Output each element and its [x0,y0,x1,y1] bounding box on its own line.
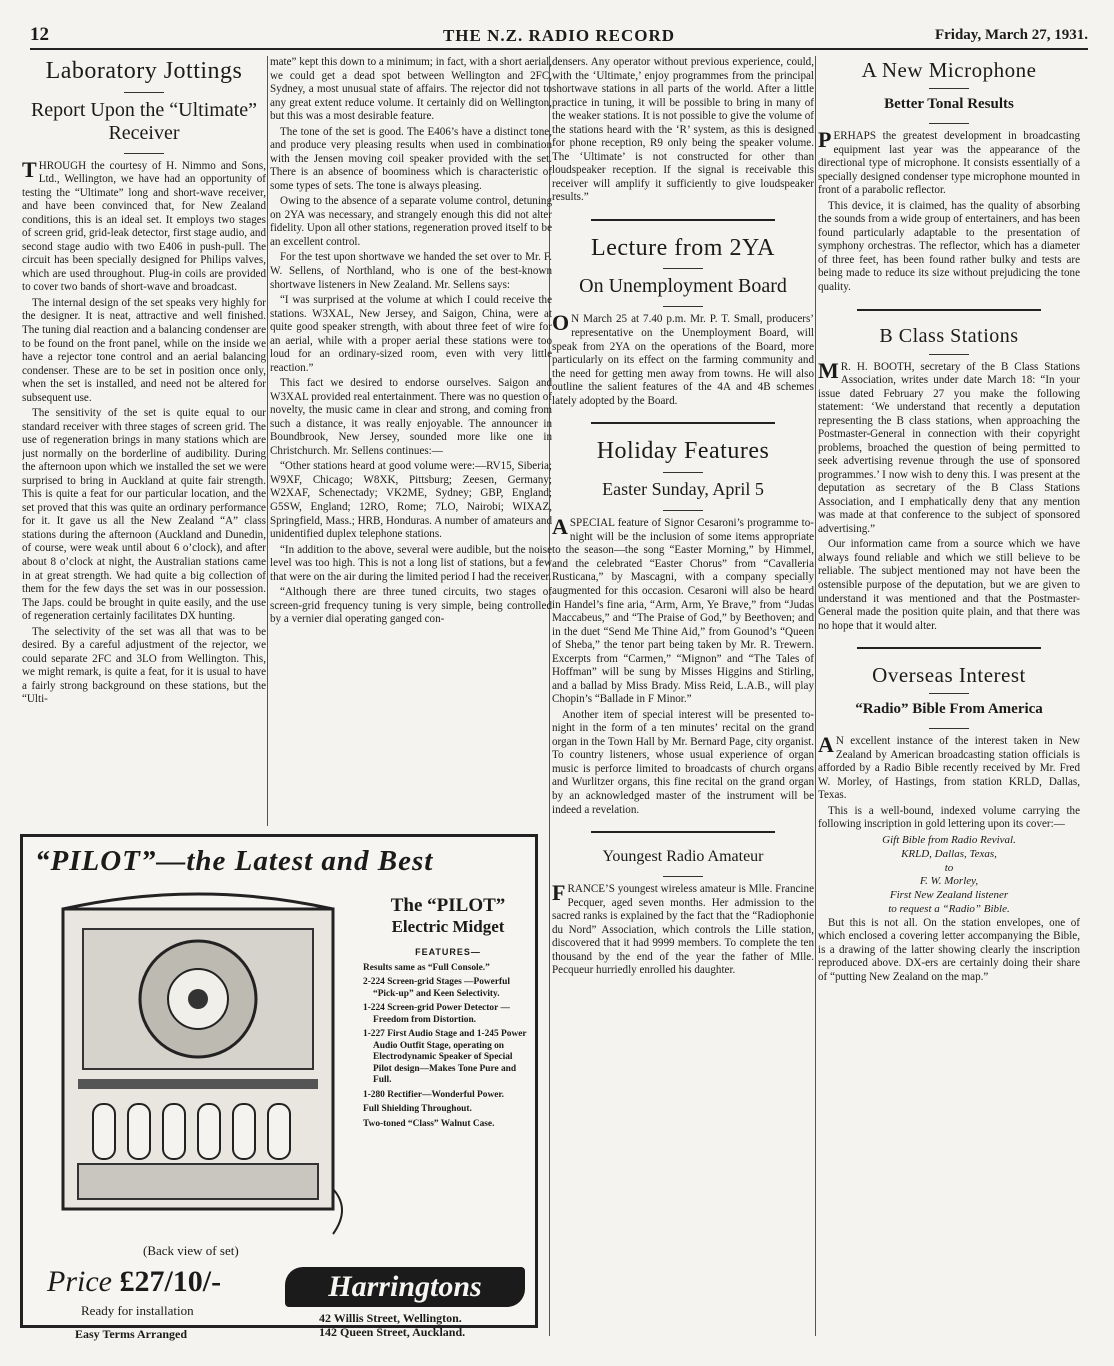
article-heading: B Class Stations [879,324,1019,347]
inscription-line: to request a “Radio” Bible. [888,902,1010,915]
paragraph: For the test upon shortwave we handed the set over to Mr. F. W. Sellens, of Northland, who is one of the best-known shortwave listeners in New Zealand. Mr. Sellens says: [270,251,552,291]
feature-item: 1-227 First Audio Stage and 1-245 Power Audio Outfit Stage, operating on Electrodynamic Speaker of Special Pilot design—Makes Tone Pure and Full. [363,1029,527,1086]
drop-cap: A [818,732,834,758]
valve [128,1104,150,1159]
rule [124,92,164,93]
article-subheading: Better Tonal Results [884,96,1014,113]
article-heading: Youngest Radio Amateur [602,848,764,866]
rule [663,472,703,473]
drop-cap: O [552,310,570,336]
chassis-plate [78,1079,318,1089]
inscription-line: KRLD, Dallas, Texas, [901,847,997,860]
feature-item: Results same as “Full Console.” [363,963,490,973]
column-4 [818,56,1080,1326]
paragraph: FRANCE’S youngest wireless amateur is Mlle. Francine Pecquer, aged seven months. Her admission to the sacred ranks is explained by the fact that the “Radiophonie du Nord” Association, which controls the Lille station, discovered that it had 9999 members. To complete the ten thousand by the end of the year the father of Mlle. Pecqueur hurriedly enrolled his daughter. [552,880,814,977]
harringtons-logo: Harringtons [285,1267,525,1307]
paragraph: The tone of the set is good. The E406’s have a distinct tone, and produce very pleasing results when used in combination with the Jensen moving coil speaker provided with the set. There is an absence of boominess which is characteristic of some types of sets. The tone is always pleasing. [270,125,552,192]
paragraph: mate” kept this down to a minimum; in fact, with a short aerial, we could get a dead spot between Wellington and 2FC, Sydney, a most unusual state of affairs. The rejector did not to any great extent reduce volume. It certainly did on Wellington, but this was a most desirable feature. [270,56,552,123]
paragraph: This device, it is claimed, has the quality of absorbing the sounds from a wide group of entertainers, and has been found particularly adaptable to the presentation of symphony orchestras. The reflector, which has a diameter of three feet, has been found rather bulky and tests are being made to reduce its size without prejudicing the tone quality. [818,199,1080,293]
article-heading: Laboratory Jottings [45,58,243,84]
address-line: 42 Willis Street, Wellington. [319,1311,462,1325]
article-subheading: Report Upon the “Ultimate” Receiver [30,98,258,144]
section-divider [591,422,774,424]
advert-banner: “PILOT”—the Latest and Best [35,845,434,877]
paragraph: THROUGH the courtesy of H. Nimmo and Sons, Ltd., Wellington, we have had an opportunity of testing the “Ultimate” long and short-wave receiver, and have been convinced that, for New Zealand conditions, this is an ideal set. It employs two stages of screen grid, grid-leak detector, first stage audio, and second stage audio with two E406 in push-pull. The circuit has been specially designed for Philips valves, which are used throughout. Plug-in coils are provided to cover two bands of short-wave and broadcast. [22,156,266,294]
page-header [30,24,1088,50]
rule [929,728,969,729]
rule [663,268,703,269]
radio-set-illustration [33,889,363,1239]
column-2 [270,56,552,826]
article-heading: Holiday Features [596,438,770,465]
ready-note: Ready for installation [81,1303,194,1318]
drop-cap: A [552,514,568,540]
rule [663,510,703,511]
address-line: 142 Queen Street, Auckland. [319,1325,466,1340]
image-caption: (Back view of set) [143,1243,239,1258]
paragraph: Owing to the absence of a separate volume control, detuning on 2YA was necessary, and strangely enough this did not alter fidelity. Upon all other stations, regeneration proved itself to be an excellent control. [270,195,552,248]
paragraph: O N March 25 at 7.40 p.m. Mr. P. T. Small, producers’ representative on the Unemployment Board, will speak from 2YA on the operations of the Board, more particularly on its effect on the farming community and the need for getting men away from towns. He will also outline the salient features of the 4A and 4B schemes lately adopted by the Board. [552,310,814,407]
column-1 [22,56,266,826]
paragraph: Another item of special interest will be presented to-night in the form of a ten minutes’ recital on the grand organ in the Town Hall by Mr. Bernard Page, city organist. To country listeners, whose usual experience of organ music is perforce limited to broadcasts of church organs and Wurlitzer organs, this fine recital on the grand organ by an acknowledged master of the instrument will be indeed a revelation. [552,708,814,816]
paragraph: “I was surprised at the volume at which I could receive the stations. W3XAL, New Jersey, and Saigon, China, were at quite good speaker strength, with about three feet of wire for an aerial, while with a proper aerial these stations were too loud for an ordinary-sized room, even with very little reaction.” [270,294,552,374]
pilot-advertisement [20,834,538,1341]
column-3 [552,56,814,1326]
paragraph: densers. Any operator without previous experience, could, with the ‘Ultimate,’ enjoy programmes from the principal shortwave stations in all parts of the world. After a little practice in tuning, it will be possible to bring in many of the weaker stations. It is not possible to give the volume of the stations heard with the ‘R’ system, as this is designed for phone reception, R9 only being the speaker volume. The ‘Ultimate’ is not constructed for other than loudspeaker reception. If the signal is receivable this receiver will amplify it sufficiently to give loudspeaker results.” [552,56,814,204]
article-heading: Overseas Interest [872,663,1026,688]
page-number: 12 [30,24,49,45]
inscription-line: F. W. Morley, [919,875,979,888]
valve [198,1104,220,1159]
chassis-base [78,1164,318,1199]
terms-note: Easy Terms Arranged [75,1327,188,1341]
feature-item: 2-224 Screen-grid Stages —Powerful “Pick-up” and Keen Selectivity. [363,977,510,999]
section-divider [857,309,1040,311]
section-divider [591,831,774,833]
valve [268,1104,290,1159]
article-heading: Lecture from 2YA [591,234,775,261]
speaker-dust-cap [188,989,208,1009]
drop-cap: P [818,127,832,153]
product-model: Electric Midget [391,917,505,936]
rule [124,153,164,154]
cabinet-top [63,894,333,909]
drop-cap: M [818,357,839,383]
paragraph: “Other stations heard at good volume were:—RV15, Siberia; W9XF, Chicago; W8XK, Pittsburg; Zeesen, Germany; W2XAF, Schenectady; VK2ME, Sydney; GBP, England; G5SW, England; 12RO, Rome; 7LO, Nairobi; WIXAZ, Springfield, Mass.; HRB, Honduras. A number of amateurs and unidentified duplex telephone stations. [270,460,552,541]
feature-item: Two-toned “Class” Walnut Case. [363,1118,495,1129]
drop-cap: F [552,880,566,906]
paragraph: Our information came from a source which we have always found reliable and which we still believe to be reliable. The subject mentioned may not have been the ostensible purpose of the deputation, but we are given to understand it was mentioned and that the Postmaster-General made the position quite plain, and that there was no hope that it would alter. [818,538,1080,632]
paragraph: M R. H. BOOTH, secretary of the B Class Stations Association, writes under date March 18: “In your issue dated February 27 you make the following statement: ‘We understand that recently a deputation representing the B class stations, when approaching the Postmaster-General in connection with their copyright problems, broached the question of being permitted to seek advertising revenue through the use of sponsored programmes.’ I now wish to deny this. I was present at the deputation as secretary of the B Class Stations Association, and I emphatically deny that any mention was made at that conference to the subject of sponsored advertising.” [818,357,1080,535]
inscription-line: First New Zealand listener [889,889,1009,901]
valve [93,1104,115,1159]
column-rule [267,56,268,826]
paragraph: A N excellent instance of the interest taken in New Zealand by American broadcasting station officials is afforded by a Radio Bible recently received by Mr. Fred W. Morley, of Hastings, from station KRLD, Dallas, Texas. [818,732,1080,802]
section-divider [857,647,1040,649]
rule [929,88,969,89]
article-heading: A New Microphone [861,58,1037,82]
rule [929,354,969,355]
feature-item: 1-280 Rectifier—Wonderful Power. [363,1089,505,1100]
price: Price £27/10/- [47,1265,222,1298]
inscription-line: Gift Bible from Radio Revival. [882,834,1016,846]
feature-item: 1-224 Screen-grid Power Detector — Freedom from Distortion. [363,1003,510,1025]
rule [929,693,969,694]
advert-features [363,895,533,1133]
rule [663,306,703,307]
issue-date: Friday, March 27, 1931. [934,27,1088,43]
paragraph: This fact we desired to endorse ourselves. Saigon and W3XAL provided real entertainment. There was no question of novelty, the music came in clear and strong, and coming from such a distance, it was really enjoyable. The announcer in Boundbrook, New Jersey, sounded more like one in Christchurch. Mr. Sellens continues:— [270,377,552,457]
paragraph: “Although there are three tuned circuits, two stages of screen-grid frequency tuning is very simple, being controlled by a vernier dial operating ganged con- [270,586,552,626]
paragraph: The sensitivity of the set is quite equal to our standard receiver with three stages of screen grid. The use of regeneration brings in many stations which are just normally on the borderline of audibility. During the afternoon upon which we installed the set we were surprised to bring in Auckland at quite fair strength. This is quite a feat for our particular location, and the set proved that this was quite an ordinary performance for it. It gave us all the New Zealand “A” class stations during the afternoon (Auckland and Dunedin, of course, were weak until about 6 o’clock), and after about 8 o’clock at night, the Australian stations came in at great strength. We had quite a big collection of them for the few days the set was in our possession. The Japs. could be brought in quite easily, and the use of regeneration certainly facilitates DX hunting. [22,407,266,623]
feature-list [363,963,533,1130]
valve [163,1104,185,1159]
rule [663,876,703,877]
paragraph: The selectivity of the set was all that was to be desired. By a careful adjustment of the rejector, we could separate 2FC and 3LO from Wellington. This, we might remark, is quite a feat, for it is usual to have a fairly strong background on these stations, but the “Ulti- [22,625,266,706]
paragraph: “In addition to the above, several were audible, but the noise level was too high. This is not a long list of stations, but a few that were on the air during the limited period I had the receiver. [270,543,552,583]
paragraph: This is a well-bound, indexed volume carrying the following inscription in gold lettering upon its cover:— [818,804,1080,831]
store-addresses [319,1311,465,1340]
product-name: The “PILOT” [390,895,506,916]
inscription-line: to [944,861,954,874]
publication-title: THE N.Z. RADIO RECORD [442,26,676,45]
article-subheading: “Radio” Bible From America [855,701,1043,718]
rule [929,123,969,124]
paragraph: PERHAPS the greatest development in broadcasting equipment last year was the appearance of the directional type of microphone. It consists essentially of a specially designed condenser type microphone mounted in front of a parabolic reflector. [818,127,1080,197]
paragraph: But this is not all. On the station envelopes, one of which enclosed a covering letter accompanying the Bible, is a drawing of the latter showing clearly the inscription reproduced above. DX-ers are certainly doing their share of “putting New Zealand on the map.” [818,916,1080,983]
column-rule [815,56,816,1336]
section-divider [591,219,774,221]
paragraph: ASPECIAL feature of Signor Cesaroni’s programme to-night will be the inclusion of some items appropriate to the season—the song “Easter Morning,” by Himmel, and the celebrated “Easter Chorus” from “Cavalleria Rusticana,” by Mascagni, with a company specially augmented for this occasion. Cesaroni will also be heard in Handel’s fine aria, “Arm, Arm, Ye Brave,” from “Judas Maccabeus,” and “The Praise of God,” by Beethoven; and in the duet “Send Me Thine Aid,” from Gounod’s “Queen of Sheba,” the tenor part being taken by Mr. R. Trewern. Excerpts from “Carmen,” “Mignon” and “The Tales of Hoffman” will be sung by Misses Higgins and Stirling, and a ballad by Miss Brady. Miss Reid, L.A.B., will play Chopin’s “Ballade in F Minor.” [552,514,814,706]
inscription [818,834,1080,917]
drop-cap: T [22,156,37,182]
article-subheading: Easter Sunday, April 5 [602,478,764,499]
article-subheading: On Unemployment Board [579,275,787,298]
valve [233,1104,255,1159]
features-label: FEATURES— [415,947,481,957]
feature-item: Full Shielding Throughout. [363,1104,472,1115]
paragraph: The internal design of the set speaks very highly for the designer. It is neat, attractive and well finished. The tuning dial reaction and a balancing condenser are to be found on the front panel, while on the inside we have a rejector tone control and an aerial balancing condenser. These are to be set in position once only, when the set is installed, and need not be altered for subsequent use. [22,296,266,404]
